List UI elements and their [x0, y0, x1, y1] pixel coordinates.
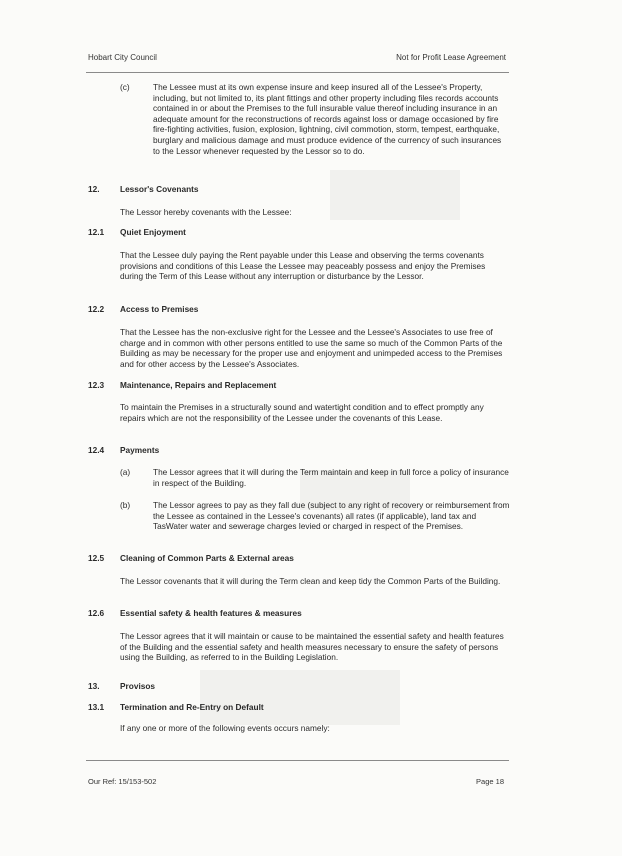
header-rule: [86, 72, 509, 73]
footer-page-number: Page 18: [476, 777, 504, 786]
section-12-3-title: Maintenance, Repairs and Replacement: [120, 380, 277, 390]
section-12-intro: The Lessor hereby covenants with the Lessee:: [120, 207, 292, 217]
section-12-2-text: That the Lessee has the non-exclusive right for the Lessee and the Lessee's Associates to use free of charge and in common with other persons entitled to use the same so much of the Common Parts of the Building as may be necessary for the proper use and enjoyment and unimpeded access to the Premises and for other access by the Lessee's Associates.: [120, 327, 503, 369]
footer-rule: [86, 760, 509, 761]
section-12-number: 12.: [88, 184, 100, 194]
section-12-3-text: To maintain the Premises in a structurally sound and watertight condition and to effect promptly any repairs which are not the responsibility of the Lessee under the covenants of this Lease.: [120, 402, 484, 423]
section-13-number: 13.: [88, 681, 100, 691]
clause-c-text: The Lessee must at its own expense insure and keep insured all of the Lessee's Property, including, but not limited to, its plant fittings and other property including files records accounts contained in or about the Premises to the full insurable value thereof including insurance in an adequate amount for the reconstructions of records against loss or damage occasioned by fire fire-fighting activities, fusion, explosion, lightning, civil commotion, storm, tempest, earthquake, burglary and malicious damage and must produce evidence of the currency of such insurances to the Lessor whenever requested by the Lessor so to do.: [153, 82, 502, 156]
section-12-1-title: Quiet Enjoyment: [120, 227, 186, 237]
section-13-1-number: 13.1: [88, 702, 105, 712]
section-12-5-text: The Lessor covenants that it will during the Term clean and keep tidy the Common Parts of the Building.: [120, 576, 501, 586]
scan-artifact: [200, 670, 400, 725]
section-13-1-title: Termination and Re-Entry on Default: [120, 702, 264, 712]
section-12-5-title: Cleaning of Common Parts & External areas: [120, 553, 294, 563]
section-12-2-title: Access to Premises: [120, 304, 199, 314]
section-12-4-title: Payments: [120, 445, 160, 455]
section-12-title: Lessor's Covenants: [120, 184, 199, 194]
section-12-6-text: The Lessor agrees that it will maintain or cause to be maintained the essential safety and health features of the Building and the essential safety and health measures necessary to ensure the safety of persons using the Building, as referred to in the Building Legislation.: [120, 631, 504, 663]
section-12-4-a-label: (a): [120, 467, 131, 477]
section-12-6-title: Essential safety & health features & measures: [120, 608, 302, 618]
section-12-4-number: 12.4: [88, 445, 105, 455]
section-12-6-number: 12.6: [88, 608, 105, 618]
section-13-1-text: If any one or more of the following events occurs namely:: [120, 723, 330, 733]
header-org: Hobart City Council: [88, 53, 157, 62]
footer-reference: Our Ref: 15/153-502: [88, 777, 157, 786]
clause-c-label: (c): [120, 82, 130, 92]
section-12-2-number: 12.2: [88, 304, 105, 314]
section-12-4-a-text: The Lessor agrees that it will during the Term maintain and keep in full force a policy of insurance in respect of the Building.: [153, 467, 509, 488]
section-13-title: Provisos: [120, 681, 156, 691]
section-12-5-number: 12.5: [88, 553, 105, 563]
header-doc-title: Not for Profit Lease Agreement: [396, 53, 506, 62]
section-12-4-b-text: The Lessor agrees to pay as they fall due (subject to any right of recovery or reimbursement from the Lessee as contained in the Lessee's covenants) all rates (if applicable), land tax and TasWater water and sewerage charges levied or charged in respect of the Premises.: [153, 500, 510, 532]
section-12-1-text: That the Lessee duly paying the Rent payable under this Lease and observing the terms covenants provisions and conditions of this Lease the Lessee may peaceably possess and enjoy the Premises during the Term of this Lease without any interruption or disturbance by the Lessor.: [120, 250, 486, 282]
section-12-4-b-label: (b): [120, 500, 131, 510]
section-12-3-number: 12.3: [88, 380, 105, 390]
section-12-1-number: 12.1: [88, 227, 105, 237]
